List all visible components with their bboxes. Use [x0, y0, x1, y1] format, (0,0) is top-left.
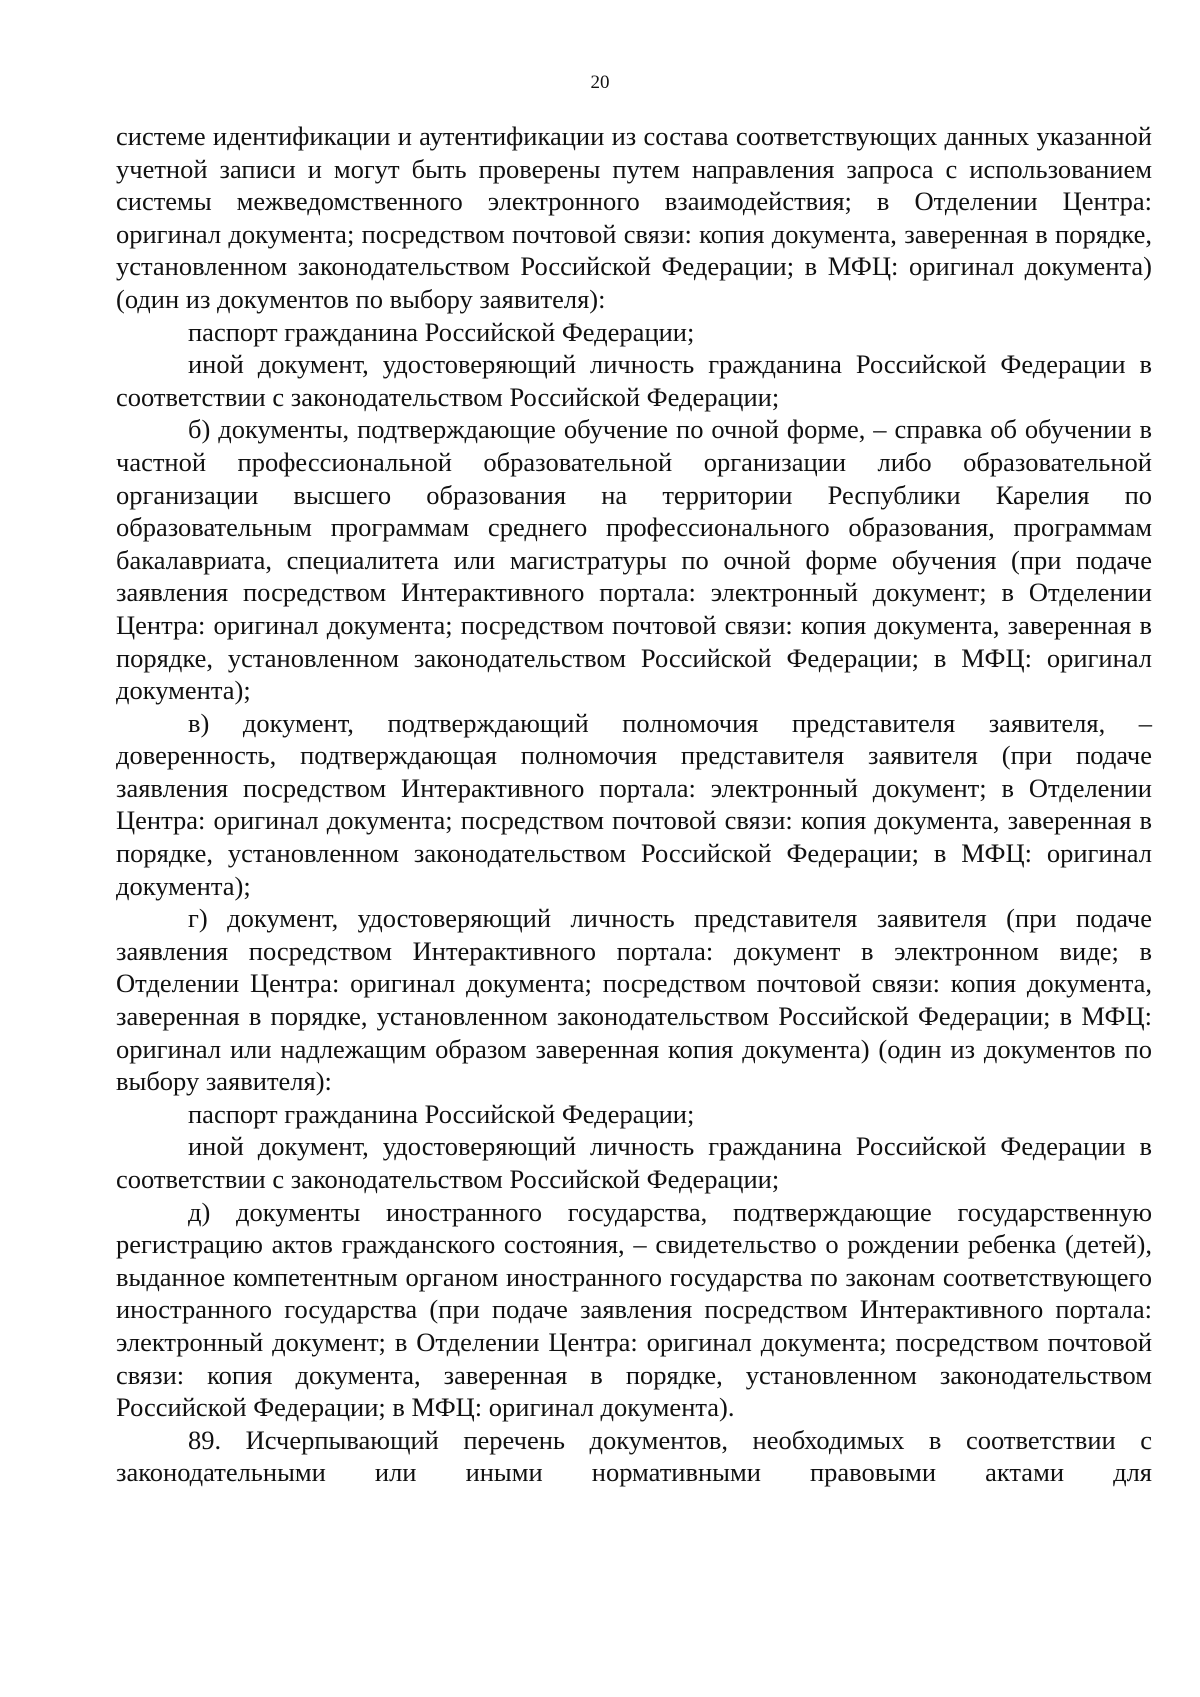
paragraph-item-b: б) документы, подтверждающие обучение по очной форме, – справка об обучении в частной профессиональной образовательной организации либо образовательной организации высшего образования на территории Республики Карелия по образовательным программам среднего профессионального образования, программам бакалавриата, специалитета или магистратуры по очной форме обучения (при подаче заявления посредством Интерактивного портала: электронный документ; в Отделении Центра: оригинал документа; посредством почтовой связи: копия документа, заверенная в порядке, установленном законодательством Российской Федерации; в МФЦ: оригинал документа);	[116, 414, 1152, 706]
paragraph-section-89: 89. Исчерпывающий перечень документов, необходимых в соответствии с законодательными или иными нормативными правовыми актами для	[116, 1424, 1152, 1488]
list-item-other-id-representative: иной документ, удостоверяющий личность гражданина Российской Федерации в соответствии с законодательством Российской Федерации;	[116, 1131, 1152, 1194]
paragraph-continuation: системе идентификации и аутентификации из состава соответствующих данных указанной учетной записи и могут быть проверены путем направления запроса с использованием системы межведомственного электронного взаимодействия; в Отделении Центра: оригинал документа; посредством почтовой связи: копия документа, заверенная в порядке, установленном законодательством Российской Федерации; в МФЦ: оригинал документа) (один из документов по выбору заявителя):	[116, 121, 1152, 314]
document-body	[116, 120, 1152, 1489]
paragraph-item-g: г) документ, удостоверяющий личность представителя заявителя (при подаче заявления посредством Интерактивного портала: документ в электронном виде; в Отделении Центра: оригинал документа; посредством почтовой связи: копия документа, заверенная в порядке, установленном законодательством Российской Федерации; в МФЦ: оригинал или надлежащим образом заверенная копия документа) (один из документов по выбору заявителя):	[116, 903, 1152, 1097]
paragraph-item-v: в) документ, подтверждающий полномочия представителя заявителя, – доверенность, подтверждающая полномочия представителя заявителя (при подаче заявления посредством Интерактивного портала: электронный документ; в Отделении Центра: оригинал документа; посредством почтовой связи: копия документа, заверенная в порядке, установленном законодательством Российской Федерации; в МФЦ: оригинал документа);	[116, 707, 1152, 901]
list-item-passport: паспорт гражданина Российской Федерации;	[188, 316, 695, 347]
list-item-other-id: иной документ, удостоверяющий личность гражданина Российской Федерации в соответствии с законодательством Российской Федерации;	[116, 349, 1152, 412]
paragraph-item-d: д) документы иностранного государства, подтверждающие государственную регистрацию актов гражданского состояния, – свидетельство о рождении ребенка (детей), выданное компетентным органом иностранного государства по законам соответствующего иностранного государства (при подаче заявления посредством Интерактивного портала: электронный документ; в Отделении Центра: оригинал документа; посредством почтовой связи: копия документа, заверенная в порядке, установленном законодательством Российской Федерации; в МФЦ: оригинал документа).	[116, 1196, 1152, 1423]
page-number: 20	[590, 72, 610, 93]
list-item-passport-representative: паспорт гражданина Российской Федерации;	[188, 1098, 695, 1129]
